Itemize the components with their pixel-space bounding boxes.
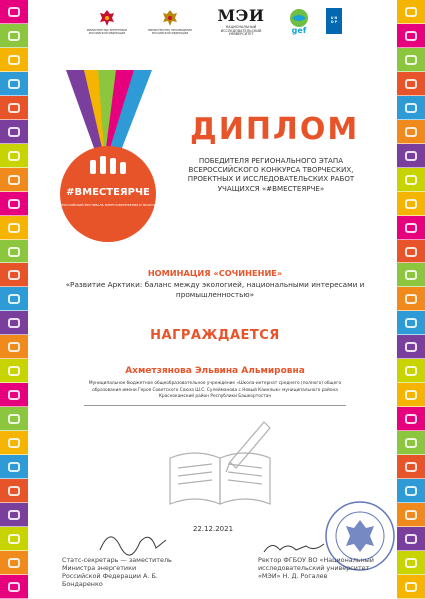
- left-decorative-border: [0, 0, 28, 599]
- awardee-name: Ахметзянова Эльвина Альмировна: [125, 366, 305, 376]
- ministry-energy-caption: МИНИСТЕРСТВО ЭНЕРГЕТИКИ РОССИЙСКОЙ ФЕДЕРАЦИИ: [86, 29, 128, 35]
- signature-left: [96, 520, 170, 558]
- awarded-heading: НАГРАЖДАЕТСЯ: [150, 328, 280, 343]
- awardee-organization: Муниципальное бюджетное общеобразовательное учреждение «Школа-интернат среднего (полного) общего образования имени Героя Советского Союза Ш.С. Сулейманова с.Новый Каинлык» муниципального района Краснокамский район Республики Башкортостан: [88, 381, 342, 400]
- emblem-caption: ВСЕРОССИЙСКИЙ ФЕСТИВАЛЬ ЭНЕРГОСБЕРЕЖЕНИЯ И ЭКОЛОГИИ: [56, 203, 160, 207]
- emblem-hashtag: #ВМЕСТЕЯРЧЕ: [66, 187, 150, 198]
- right-decorative-border: [397, 0, 425, 599]
- undp-bottom: D P: [330, 20, 338, 24]
- vmesteyarche-emblem: [56, 66, 160, 248]
- essay-topic: «Развитие Арктики: баланс между экологией, национальными интересами и промышленностью»: [65, 280, 365, 299]
- mei-mark: МЭИ: [217, 6, 265, 25]
- ministry-education-logo: [147, 8, 193, 36]
- diploma-title: ДИПЛОМ: [190, 112, 360, 147]
- eagle-emblem-icon: [98, 8, 116, 28]
- diploma-subtitle: ПОБЕДИТЕЛЯ РЕГИОНАЛЬНОГО ЭТАПА ВСЕРОССИЙСКОГО КОНКУРСА ТВОРЧЕСКИХ, ПРОЕКТНЫХ И ИССЛЕДОВАТЕЛЬСКИХ РАБОТ УЧАЩИХСЯ «#ВМЕСТЕЯРЧЕ»: [187, 156, 355, 193]
- signatory-left: Статс-секретарь — заместитель Министра энергетики Российской Федерации А. Б. Бондаренко: [62, 556, 172, 588]
- ministry-education-caption: МИНИСТЕРСТВО ПРОСВЕЩЕНИЯ РОССИЙСКОЙ ФЕДЕРАЦИИ: [148, 29, 192, 35]
- ministry-energy-logo: [84, 8, 130, 36]
- issue-date: 22.12.2021: [192, 525, 234, 533]
- globe-icon: [289, 8, 309, 28]
- divider: [84, 405, 346, 406]
- undp-logo: [326, 8, 342, 34]
- nomination: НОМИНАЦИЯ «СОЧИНЕНИЕ»: [147, 268, 283, 278]
- partner-logos: [84, 8, 342, 50]
- signature-right: [262, 538, 326, 556]
- book-and-pen-illustration: [160, 418, 280, 512]
- mei-logo: [210, 8, 272, 37]
- gef-logo: [289, 8, 309, 35]
- gef-wordmark: gef: [291, 26, 307, 35]
- eagle-emblem-icon: [161, 8, 179, 28]
- signatory-right: Ректор ФГБОУ ВО «Национальный исследовательский университет «МЭИ» Н. Д. Рогалев: [258, 556, 374, 580]
- mei-caption: НАЦИОНАЛЬНЫЙ ИССЛЕДОВАТЕЛЬСКИЙ УНИВЕРСИТЕТ: [220, 25, 262, 37]
- undp-top: U N: [330, 16, 338, 21]
